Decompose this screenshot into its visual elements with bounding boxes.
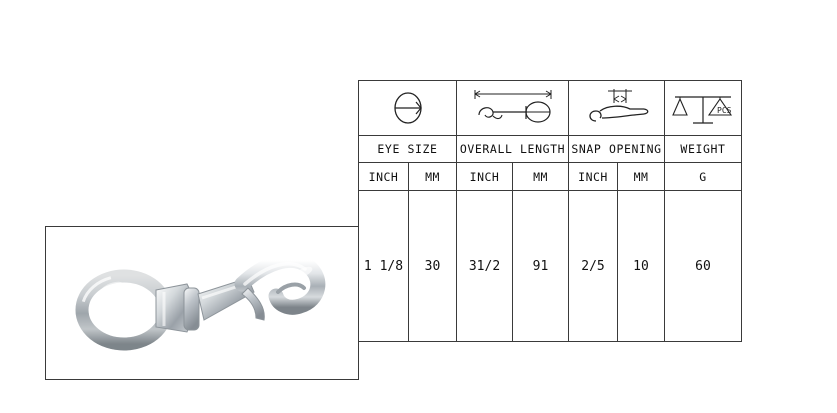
overall-length-label: OVERALL LENGTH (457, 136, 569, 163)
snap-opening-icon-cell (569, 81, 665, 136)
group-label-row (359, 136, 742, 163)
weight-scale-icon (669, 85, 737, 131)
value-overall-length-mm: 91 (513, 191, 569, 342)
snap-opening-label: SNAP OPENING (569, 136, 665, 163)
eye-size-icon-cell (359, 81, 457, 136)
unit-row (359, 163, 742, 191)
overall-length-unit-mm: MM (513, 163, 569, 191)
weight-unit-g: G (665, 163, 742, 191)
eye-size-unit-inch: INCH (359, 163, 409, 191)
snap-opening-icon (578, 85, 656, 131)
eye-size-unit-mm: MM (409, 163, 457, 191)
weight-pcs-label: PCS (717, 106, 732, 115)
value-row (359, 191, 742, 342)
value-eye-size-mm: 30 (409, 191, 457, 342)
product-image-box (45, 226, 359, 380)
weight-label: WEIGHT (665, 136, 742, 163)
snap-opening-unit-mm: MM (618, 163, 665, 191)
overall-length-icon (467, 85, 559, 131)
swivel-snap-hook-photo (52, 228, 352, 378)
eye-size-icon (385, 86, 431, 130)
specification-table (358, 80, 742, 342)
product-image (46, 227, 358, 379)
eye-size-label: EYE SIZE (359, 136, 457, 163)
value-overall-length-inch: 31/2 (457, 191, 513, 342)
value-weight-g: 60 (665, 191, 742, 342)
value-eye-size-inch: 1 1/8 (359, 191, 409, 342)
value-snap-opening-inch: 2/5 (569, 191, 618, 342)
icon-row (359, 81, 742, 136)
weight-icon-cell (665, 81, 742, 136)
snap-opening-unit-inch: INCH (569, 163, 618, 191)
overall-length-unit-inch: INCH (457, 163, 513, 191)
value-snap-opening-mm: 10 (618, 191, 665, 342)
overall-length-icon-cell (457, 81, 569, 136)
